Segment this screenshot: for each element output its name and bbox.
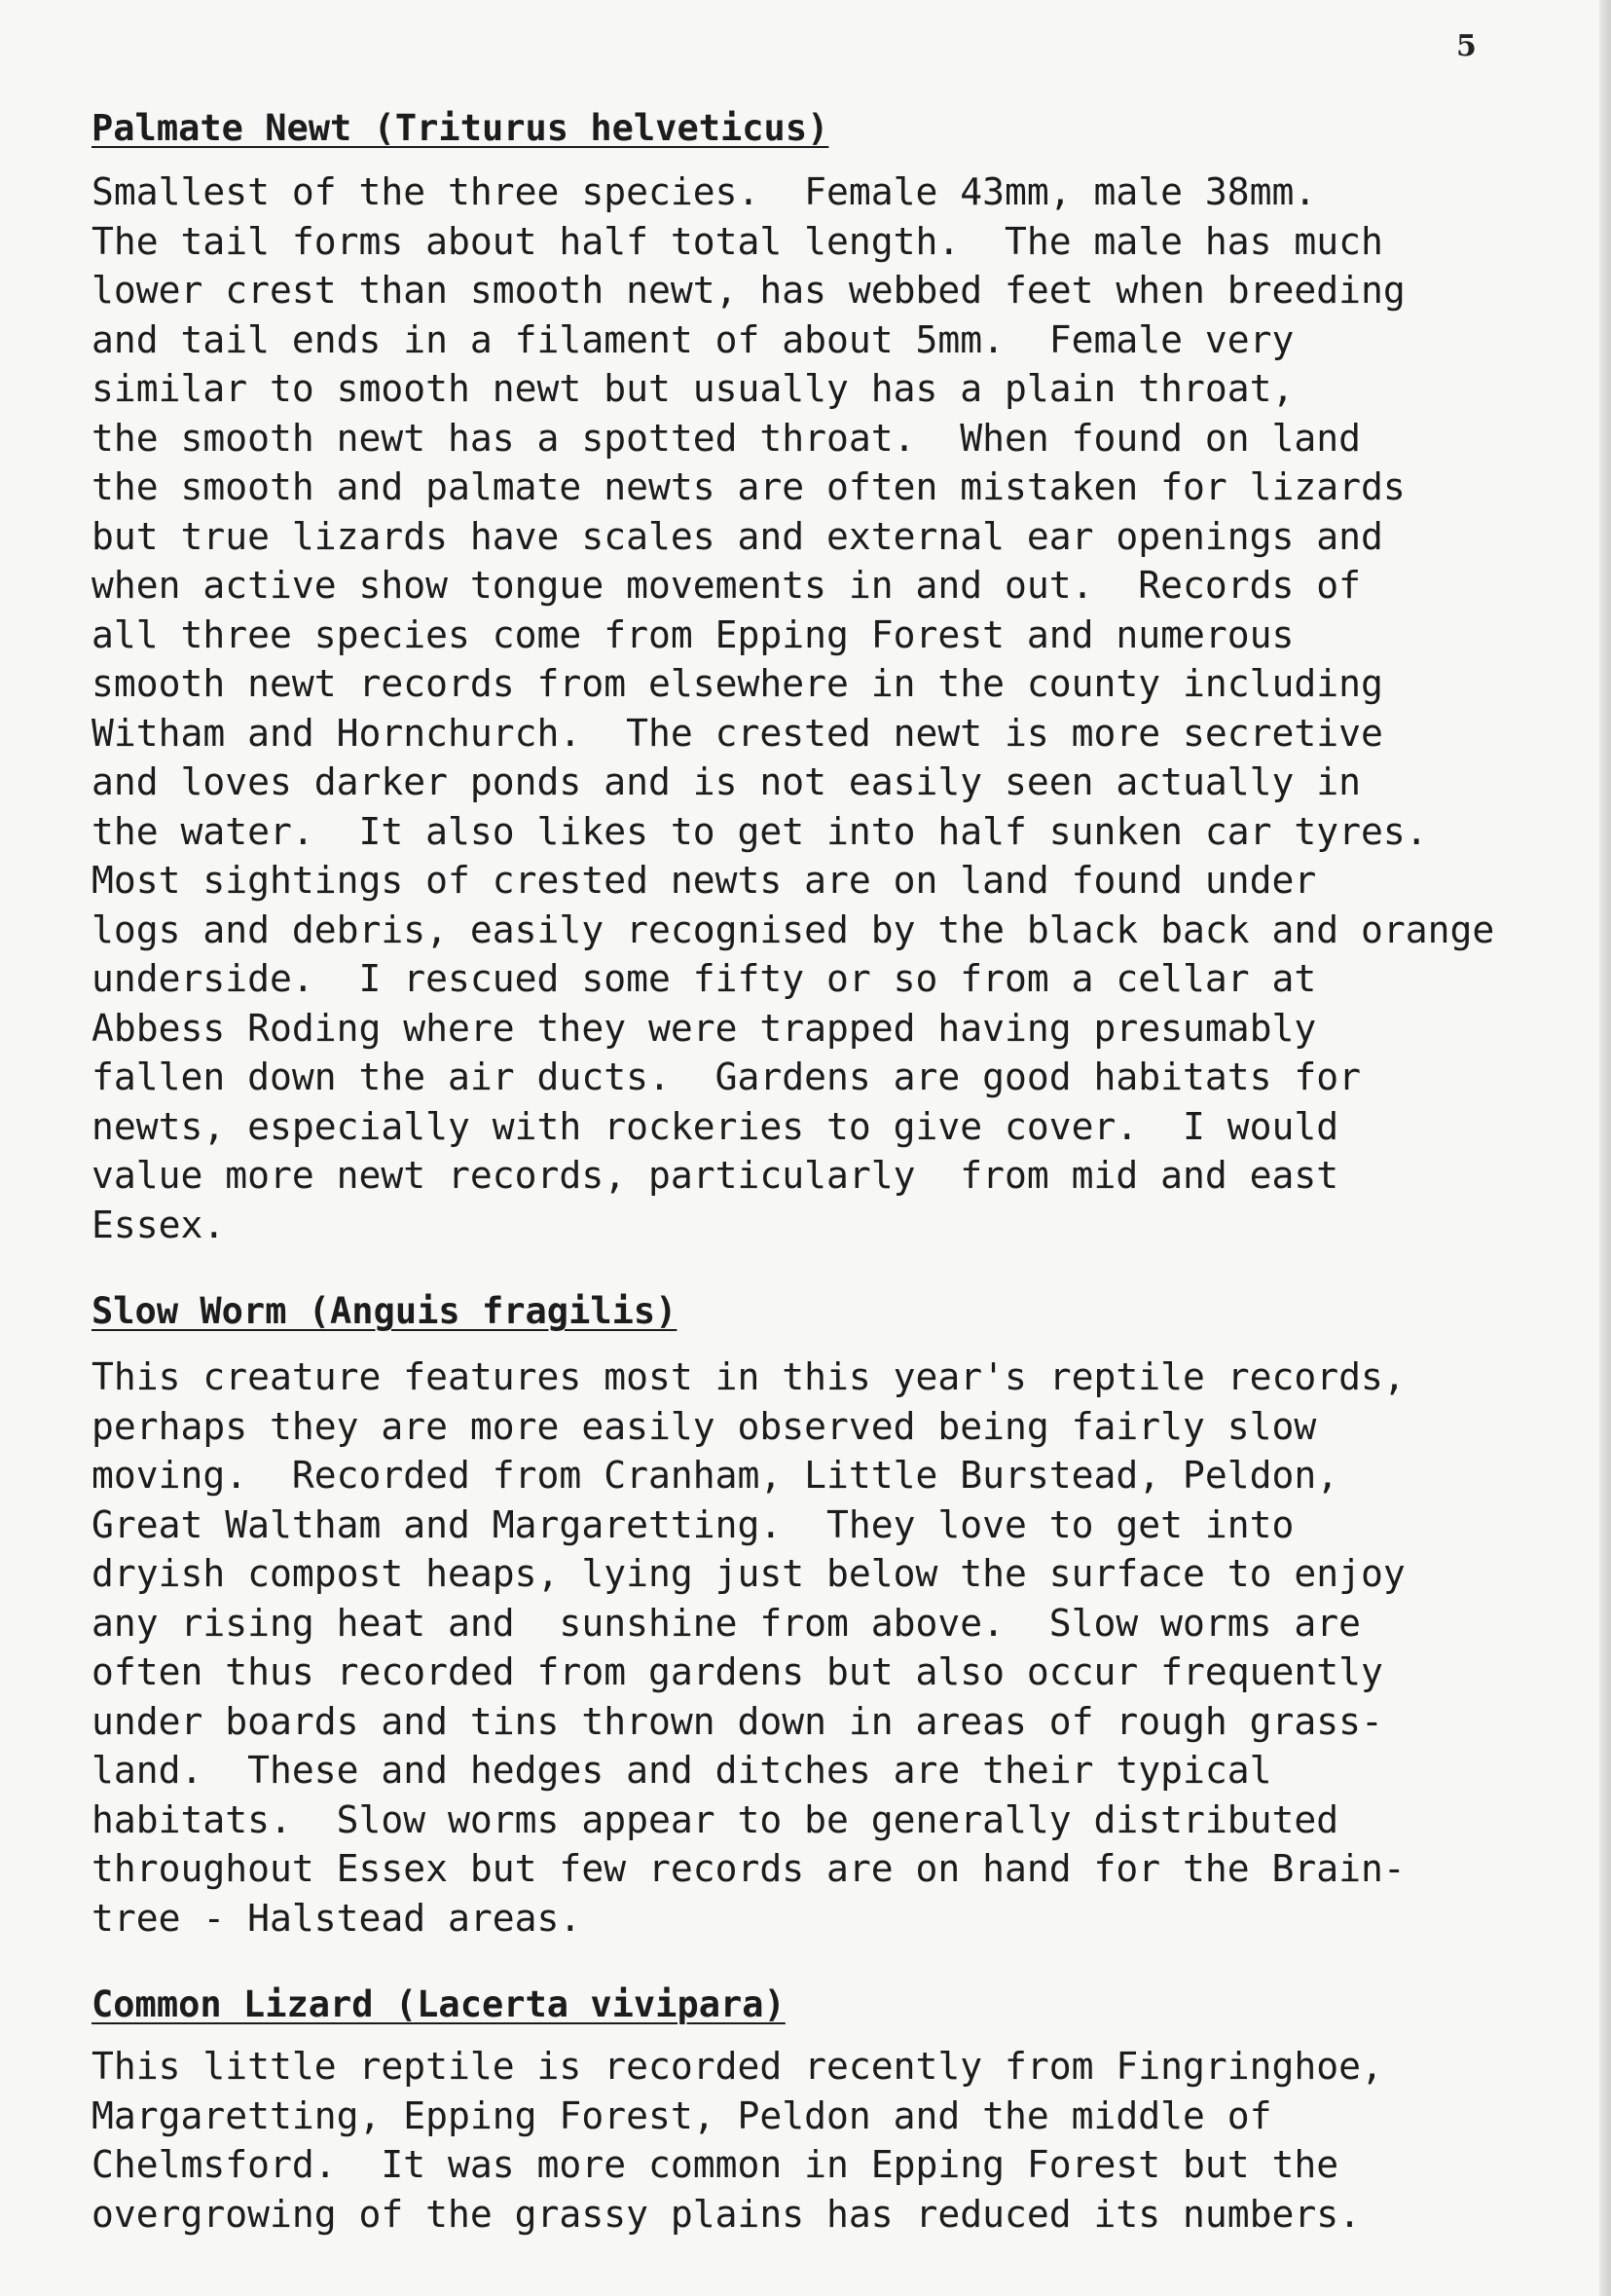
section-heading: Palmate Newt (Triturus helveticus) bbox=[92, 107, 829, 149]
section-heading: Slow Worm (Anguis fragilis) bbox=[92, 1290, 677, 1332]
page-number: 5 bbox=[1456, 29, 1477, 63]
section-body: Smallest of the three species. Female 43mm, male 38mm. The tail forms about half total length. The male has much lower crest than smooth newt, has webbed feet when breeding and tail ends in a filament of about 5mm. Female very similar to smooth newt but usually has a plain throat, the smooth newt has a spotted throat. When found on land the smooth and palmate newts are often mistaken for lizards but true lizards have scales and external ear openings and when active show tongue movements in and out. Records of all three species come from Epping Forest and numerous smooth newt records from elsewhere in the county including Witham and Hornchurch. The crested newt is more secretive and loves darker ponds and is not easily seen actually in the water. It also likes to get into half sunken car tyres. Most sightings of crested newts are on land found under logs and debris, easily recognised by the black back and orange underside. I rescued some fifty or so from a cellar at Abbess Roding where they were trapped having presumably fallen down the air ducts. Gardens are good habitats for newts, especially with rockeries to give cover. I would value more newt records, particularly from mid and east Essex. bbox=[92, 170, 1495, 1246]
section-body: This creature features most in this year's reptile records, perhaps they are more easily observed being fairly slow moving. Recorded from Cranham, Little Burstead, Peldon, Great Waltham and Margaretting. They love to get into dryish compost heaps, lying just below the surface to enjoy any rising heat and sunshine from above. Slow worms are often thus recorded from gardens but also occur frequently under boards and tins thrown down in areas of rough grass- land. These and hedges and ditches are their typical habitats. Slow worms appear to be generally distributed throughout Essex but few records are on hand for the Brain- tree - Halstead areas. bbox=[92, 1355, 1406, 1940]
section-common-lizard bbox=[92, 1983, 1591, 2239]
section-slow-worm bbox=[92, 1290, 1591, 1943]
section-body: This little reptile is recorded recently from Fingringhoe, Margaretting, Epping Forest, Peldon and the middle of Chelmsford. It was more common in Epping Forest but the overgrowing of the grassy plains has reduced its numbers. bbox=[92, 2045, 1383, 2236]
section-palmate-newt bbox=[92, 107, 1591, 1249]
page-edge bbox=[1599, 0, 1611, 2296]
section-heading: Common Lizard (Lacerta vivipara) bbox=[92, 1983, 786, 2025]
